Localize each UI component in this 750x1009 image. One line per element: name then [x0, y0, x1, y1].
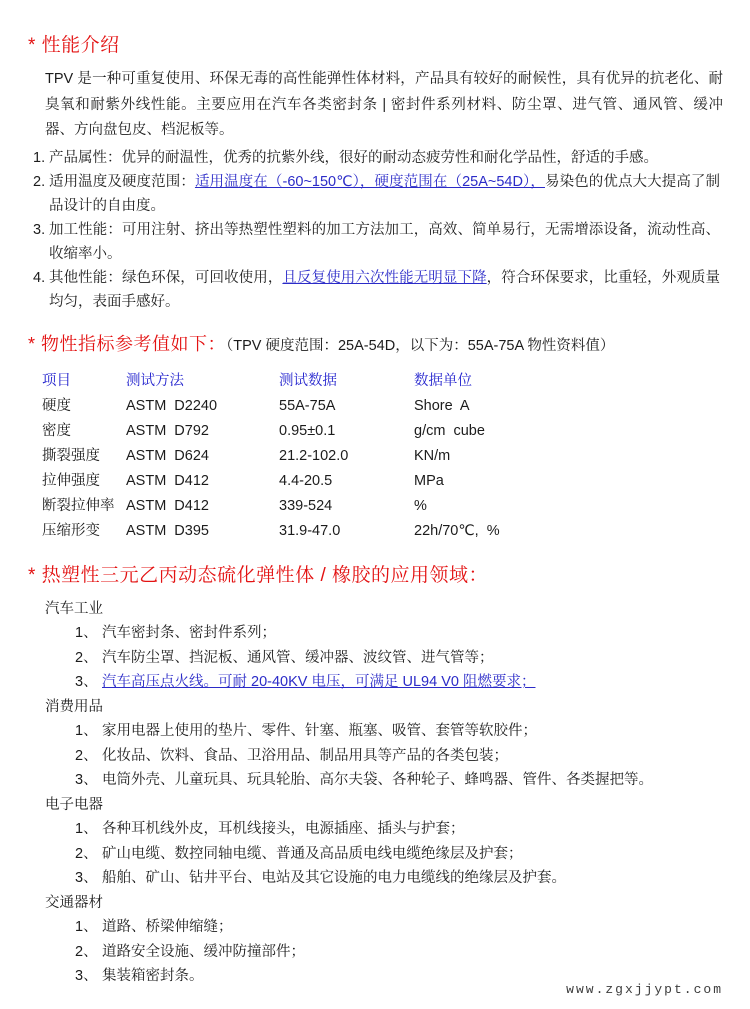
- item-number: 1、: [75, 625, 98, 641]
- item-text-pre: 集装箱密封条。: [102, 968, 204, 984]
- performance-item: [33, 146, 720, 170]
- spec-table-cell: 21.2-102.0: [279, 447, 349, 464]
- spec-table-row: [42, 494, 624, 519]
- application-item: [75, 670, 720, 695]
- application-group-name: 电子电器: [45, 796, 103, 813]
- spec-table-cell: %: [414, 497, 427, 514]
- item-text-pre: 船舶、矿山、钻井平台、电站及其它设施的电力电缆线的绝缘层及护套。: [102, 870, 566, 886]
- item-number: 3、: [75, 870, 98, 886]
- performance-list: [33, 146, 720, 314]
- item-number: 3.: [33, 221, 46, 238]
- item-number: 3、: [75, 772, 98, 788]
- item-text: [102, 744, 508, 769]
- spec-table-body: [42, 394, 624, 544]
- item-text: [49, 218, 720, 266]
- item-text: [102, 670, 535, 695]
- item-number: 2、: [75, 747, 98, 764]
- application-group-name: 交通器材: [45, 894, 103, 911]
- item-number: 1、: [75, 919, 98, 935]
- spec-table-cell: 339-524: [279, 497, 333, 514]
- item-text-post: ，符合环保要求，比重轻，外观质量均匀，表面手感好。: [49, 269, 721, 310]
- spec-table-cell: 55A-75A: [279, 397, 336, 414]
- item-number: 1、: [75, 723, 98, 739]
- item-text-pre: 适用温度及硬度范围：: [49, 173, 195, 190]
- item-text-pre: 家用电器上使用的垫片、零件、针塞、瓶塞、吸管、套管等软胶件；: [102, 723, 537, 739]
- applications-section-title: * 热塑性三元乙丙动态硫化弹性体 / 橡胶的应用领域：: [28, 564, 489, 586]
- spec-table-row: [42, 394, 624, 419]
- spec-table-cell: 拉伸强度: [42, 472, 100, 489]
- spec-table-cell: 31.9-47.0: [279, 522, 341, 539]
- item-text: [49, 170, 720, 218]
- item-text: [102, 964, 204, 989]
- item-text-pre: 道路、桥梁伸缩缝；: [102, 919, 233, 935]
- spec-column-header: 测试数据: [279, 372, 337, 389]
- item-text-post: 易染色的优点大大提高了制品设计的自由度。: [49, 173, 721, 214]
- item-text: [102, 719, 537, 744]
- item-text-pre: 汽车防尘罩、挡泥板、通风管、缓冲器、波纹管、进气管等；: [102, 649, 494, 666]
- spec-column-header: 数据单位: [414, 372, 472, 389]
- application-item: [75, 768, 720, 793]
- spec-table-row: [42, 444, 624, 469]
- specs-section-title: * 物性指标参考值如下：: [28, 333, 227, 354]
- item-text-highlight: 适用温度在（-60~150℃），硬度范围在（25A~54D），: [194, 173, 545, 190]
- application-item: [75, 866, 720, 891]
- spec-column-header: 项目: [42, 372, 71, 389]
- item-text: [102, 866, 566, 891]
- spec-table-header-row: [42, 369, 624, 394]
- item-text: [102, 817, 465, 842]
- spec-table-cell: 0.95±0.1: [279, 422, 336, 439]
- item-text: [102, 940, 305, 965]
- item-text-pre: 道路安全设施、缓冲防撞部件；: [102, 943, 305, 960]
- item-text: [102, 842, 523, 867]
- spec-table-cell: 硬度: [42, 397, 71, 414]
- spec-table-cell: ASTM D792: [126, 422, 209, 439]
- item-text-highlight: 且反复使用六次性能无明显下降: [282, 269, 487, 286]
- item-text-pre: 汽车密封条、密封件系列；: [102, 625, 276, 641]
- performance-item: [33, 218, 720, 266]
- spec-table-cell: ASTM D412: [126, 472, 209, 489]
- spec-table-cell: 4.4-20.5: [279, 472, 333, 489]
- performance-item: [33, 266, 720, 314]
- spec-table-cell: ASTM D2240: [126, 397, 218, 414]
- item-text: [102, 621, 276, 646]
- item-text: [102, 768, 653, 793]
- item-text-pre: 电筒外壳、儿童玩具、玩具轮胎、高尔夫袋、各种轮子、蜂鸣器、管件、各类握把等。: [102, 772, 653, 788]
- item-text-pre: 矿山电缆、数控同轴电缆、普通及高品质电线电缆绝缘层及护套；: [102, 845, 523, 862]
- spec-table-cell: 撕裂强度: [42, 447, 100, 464]
- spec-table-row: [42, 469, 624, 494]
- spec-table-cell: MPa: [414, 472, 444, 489]
- item-text-highlight: 汽车高压点火线。可耐 20-40KV 电压，可满足 UL94 V0 阻燃要求；: [102, 674, 536, 690]
- application-groups: [30, 597, 720, 989]
- spec-table: [42, 369, 624, 544]
- item-text: [49, 266, 720, 314]
- application-item: [75, 817, 720, 842]
- item-number: 2、: [75, 649, 98, 666]
- application-item: [75, 719, 720, 744]
- application-item: [75, 915, 720, 940]
- application-item: [75, 940, 720, 965]
- spec-table-cell: 22h/70℃, %: [414, 522, 500, 539]
- performance-section-title: * 性能介绍: [28, 35, 120, 56]
- item-text: [49, 146, 720, 170]
- spec-table-row: [42, 419, 624, 444]
- item-number: 3、: [75, 674, 98, 690]
- spec-table-cell: KN/m: [414, 447, 451, 464]
- spec-column-header: 测试方法: [126, 372, 184, 389]
- item-text-pre: 产品属性：优异的耐温性，优秀的抗紫外线，很好的耐动态疲劳性和耐化学品性，舒适的手感。: [49, 149, 658, 166]
- spec-table-cell: 密度: [42, 422, 71, 439]
- spec-table-cell: 断裂拉伸率: [42, 497, 115, 514]
- item-text-pre: 其他性能：绿色环保，可回收使用，: [49, 269, 283, 286]
- application-item: [75, 646, 720, 671]
- application-item: [75, 842, 720, 867]
- spec-table-cell: 压缩形变: [42, 522, 100, 539]
- intro-paragraph: TPV 是一种可重复使用、环保无毒的高性能弹性体材料，产品具有较好的耐候性，具有优异的抗老化、耐臭氧和耐紫外线性能。主要应用在汽车各类密封条 | 密封件系列材料、防尘罩、进气管、通风管、缓冲器、方向盘包皮、档泥板等。: [45, 71, 723, 138]
- item-number: 2.: [33, 173, 46, 190]
- specs-section-heading: [28, 330, 720, 356]
- spec-table-cell: ASTM D624: [126, 447, 209, 464]
- item-text: [102, 915, 233, 940]
- performance-item: [33, 170, 720, 218]
- spec-table-row: [42, 519, 624, 544]
- application-group-name: 消费用品: [45, 698, 103, 715]
- item-number: 2、: [75, 845, 98, 862]
- application-item: [75, 744, 720, 769]
- item-number: 3、: [75, 968, 98, 984]
- item-number: 1、: [75, 821, 98, 837]
- item-text-pre: 化妆品、饮料、食品、卫浴用品、制品用具等产品的各类包装；: [102, 747, 508, 764]
- item-text: [102, 646, 494, 671]
- spec-table-cell: ASTM D412: [126, 497, 209, 514]
- item-text-pre: 各种耳机线外皮，耳机线接头，电源插座、插头与护套；: [102, 821, 465, 837]
- item-number: 2、: [75, 943, 98, 960]
- specs-section-subtitle: （TPV 硬度范围：25A-54D，以下为：55A-75A 物性资料值）: [226, 337, 615, 354]
- item-number: 4.: [33, 269, 46, 286]
- spec-table-cell: Shore A: [414, 397, 470, 414]
- spec-table-cell: ASTM D395: [126, 522, 209, 539]
- application-item: [75, 621, 720, 646]
- item-text-pre: 加工性能：可用注射、挤出等热塑性塑料的加工方法加工，高效、简单易行，无需增添设备，流动性高、收缩率小。: [49, 221, 720, 262]
- spec-table-cell: g/cm cube: [414, 422, 485, 439]
- site-url: www.zgxjjypt.com: [566, 982, 723, 997]
- application-group-name: 汽车工业: [45, 600, 103, 617]
- item-number: 1.: [33, 149, 46, 166]
